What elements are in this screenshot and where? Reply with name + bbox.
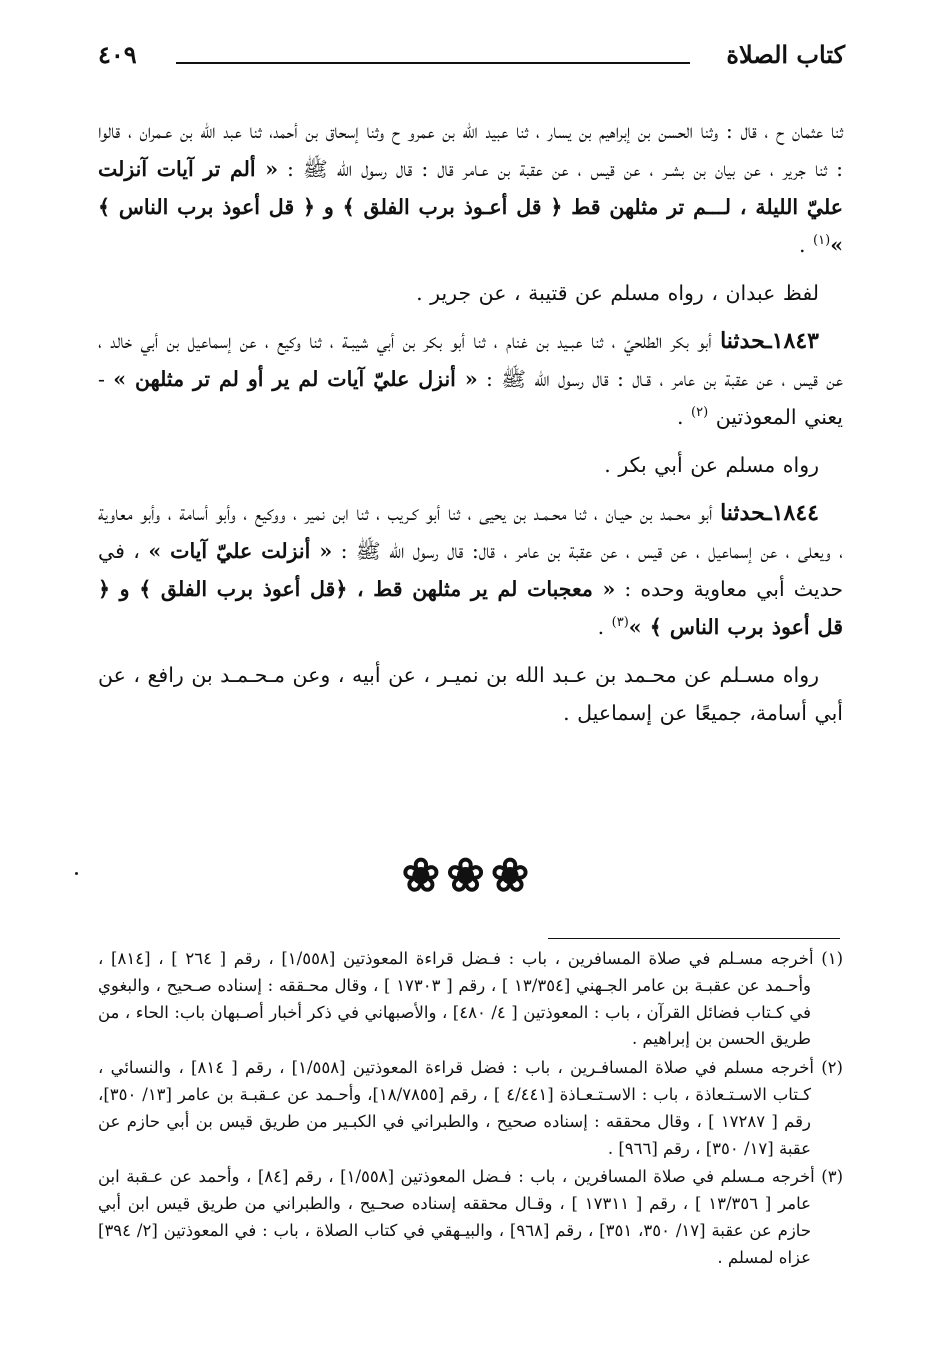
footnote-marker: (٣) xyxy=(821,1167,844,1187)
paragraph-text: رواه مسلم عن أبي بكر . xyxy=(604,453,819,477)
main-text xyxy=(98,112,843,732)
paragraph-text: ثنا عثمان ح ، قال : وثنا الحسن بن إبراهيم بن يسار ، ثنا عبيد الله بن عمرو ح وثنا إسحاق بن أحمد، ثنا عبد الله بن عـمران ، قالوا : ثنا جرير ، عن بيان بن بشـر ، عن قيس ، عن عقبة بن عـامر قال : قال رسول الله ﷺ : xyxy=(98,119,843,181)
haddathana-word: حدثنا xyxy=(720,500,766,526)
paragraph-end: . xyxy=(677,405,692,429)
footnote-text: أخرجه مسـلم في صلاة المسافرين ، باب : فـضل قراءة المعوذتين [١/٥٥٨] ، رقم [ ٢٦٤ ] ، [٨١٤] ، وأحـمد عن عقبـة بن عامر الجـهني [١٣/٣٥٤ ] ، رقم [ ١٧٣٠٣ ] ، وقال محـققه : إسناده صـحيح ، والبغوي في كـتاب فضائل القرآن ، باب : المعوذتين [ ٤/ ٤٨٠] ، والأصبهاني في ذكر أخبار أصـبهان باب: الحاء ، من طريق الحسن بن إبراهيم . xyxy=(98,949,822,1049)
paragraph-end: . xyxy=(597,615,612,639)
paragraph-text: رواه مسـلم عن محـمد بن عـبد الله بن نميـر ، عن أبيه ، وعن مـحـمـد بن رافع ، عن أبي أسامة، جميعًا عن إسماعيل . xyxy=(98,663,843,725)
footnote-ref[interactable]: (٢) xyxy=(691,405,709,421)
footnotes xyxy=(98,946,843,1272)
footnote-2 xyxy=(98,1055,843,1162)
header-rule xyxy=(176,62,690,64)
paragraph-text: لفظ عبدان ، رواه مسلم عن قتيبة ، عن جرير . xyxy=(416,281,819,305)
paragraph-narration-note-2 xyxy=(98,656,843,732)
paragraph-wording-note xyxy=(98,274,843,312)
hadith-quote: « أنزل عليّ آيات لم ير أو لم تر مثلهن » xyxy=(113,367,478,391)
chapter-title: كتاب الصلاة xyxy=(726,40,845,69)
paragraph-text-2: ، في حديث أبي معاوية وحده : xyxy=(98,539,843,601)
footnote-rule xyxy=(548,938,840,939)
haddathana-word: حدثنا xyxy=(720,328,766,354)
hadith-quote: « ألم تر آيات آنزلت عليّ الليلة ، لـــم تر مثلهن قط ﴿ قل أعـوذ برب الفلق ﴾ و ﴿ قل أعوذ برب الناس ﴾ » xyxy=(98,157,843,257)
paragraph-hadith-1842-continued xyxy=(98,112,843,264)
footnote-marker: (٢) xyxy=(821,1058,843,1078)
footnote-marker: (١) xyxy=(821,949,843,968)
paragraph-hadith-1844 xyxy=(98,494,843,646)
footnote-ref[interactable]: (٣) xyxy=(611,615,629,631)
section-separator-stars: ❀❀❀ xyxy=(401,848,536,902)
paragraph-text-2: - يعني المعوذتين xyxy=(98,367,843,429)
paragraph-text: أبو بكر الطلحيّ ، ثنا عبـيد بن غنام ، ثنا أبو بكر بن أبي شيبـة ، ثنا وكيع ، عن إسماعيل بن أبي خالد ، عن قيس ، عن عقبة بن عامر ، قـال : قال رسول الله ﷺ : xyxy=(98,329,843,391)
footnote-1 xyxy=(98,946,843,1053)
page-header xyxy=(98,38,845,78)
footnote-ref[interactable]: (١) xyxy=(813,233,831,249)
hadith-number: ١٨٤٤ xyxy=(771,500,819,526)
hadith-number: ١٨٤٣ xyxy=(771,328,819,354)
hadith-quote-2: « معجبات لم ير مثلهن قط ، ﴿قل أعوذ برب الفلق ﴾ و ﴿ قل أعوذ برب الناس ﴾ » xyxy=(98,577,843,639)
footnote-3 xyxy=(98,1164,843,1271)
hadith-dash: ـ xyxy=(765,500,772,526)
hadith-quote-1: « أنزلت عليّ آيات » xyxy=(148,539,333,563)
paragraph-text: أبو محـمد بن حيـان ، ثنا محـمـد بن يحيى ، ثنا أبو كـريب ، ثنا ابن نمير ، ووكيع ، وأبو أسامة ، وأبو معاوية ، ويعلى ، عن إسماعيل ، عن قيس ، عن عقبة بن عامر ، قال: قال رسول الله ﷺ : xyxy=(98,501,843,563)
footnote-text: أخرجه مسلم في صلاة المسافـرين ، باب : فضل قراءة المعوذتين [١/٥٥٨] ، رقم [ ٨١٤] ، والنسائي ، كـتاب الاسـتـعاذة ، باب : الاسـتـعـاذة [٤/٤٤١ ] ، رقم [١٨/٧٨٥٥]، وأحـمد عن عـقبـة بن عامر [١٣/ ٣٥٠]، رقم [ ١٧٢٨٧ ] ، وقال محققه : إسناده صحيح ، والطبراني في الكبـير من طريق قيس بن أبي حازم عن عقبة [١٧/ ٣٥٠] ، رقم [٩٦٦] . xyxy=(98,1058,822,1158)
page-number: ٤٠٩ xyxy=(98,40,137,69)
paragraph-hadith-1843 xyxy=(98,322,843,436)
footnote-text: أخرجه مـسلم في صلاة المسافرين ، باب : فـضل المعوذتين [١/٥٥٨] ، رقم [٨٤] ، وأحمد عن عـقبة ابن عامر [ ١٣/٣٥٦ ] ، رقم [ ١٧٣١١ ] ، وقـال محققه إسناده صحـيح ، والطبراني من طريق قيس ابن أبي حازم عن عقبة [١٧/ ٣٥٠، ٣٥١] ، رقم [٩٦٨] ، والبيـهقي في كتاب الصلاة ، باب : في المعوذتين [٢/ ٣٩٤] عزاه لمسلم . xyxy=(98,1167,822,1267)
paragraph-end: . xyxy=(799,233,814,257)
paragraph-narration-note xyxy=(98,446,843,484)
hadith-dash: ـ xyxy=(765,328,772,354)
